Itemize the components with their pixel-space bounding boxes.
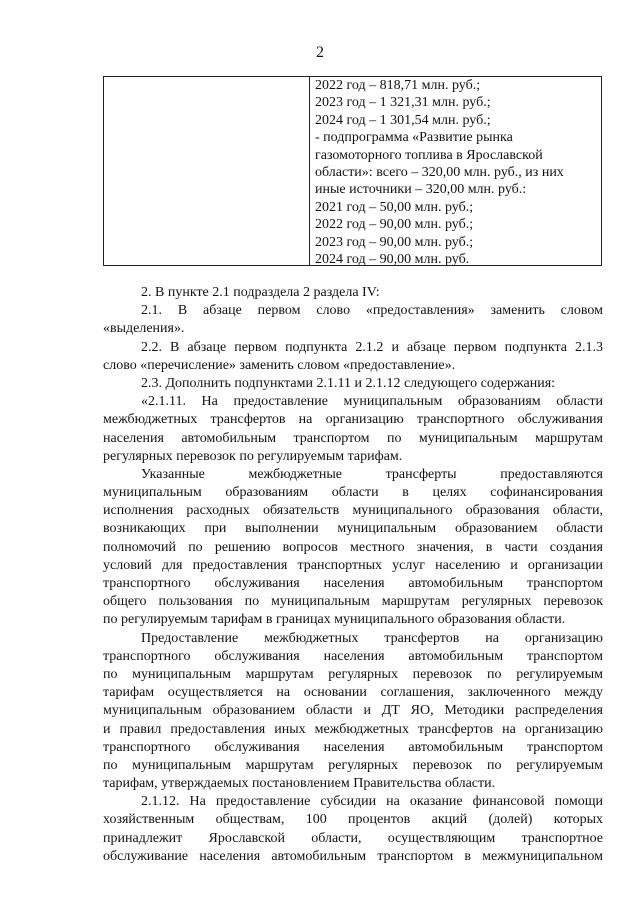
table-left-cell — [104, 77, 310, 265]
financing-table — [103, 76, 602, 266]
text-line: по регулируемым тарифам в границах муниципального образования области. — [103, 612, 566, 628]
text-line: по муниципальным маршрутам регулярных перевозок по регулируемым — [103, 666, 603, 682]
text-line: Предоставление межбюджетных трансфертов на организацию — [141, 630, 603, 646]
table-cell-line: - подпрограмма «Развитие рынка — [315, 130, 513, 146]
page-number: 2 — [316, 44, 324, 61]
text-line: межбюджетных трансфертов на организацию транспортного обслуживания — [103, 412, 603, 428]
table-cell-line: области»: всего – 320,00 млн. руб., из них — [315, 165, 564, 181]
text-line: и правил предоставления иных межбюджетных трансфертов на организацию — [103, 721, 603, 737]
text-line: обслуживание населения автомобильным транспортом в межмуниципальном — [103, 848, 603, 864]
table-cell-line: 2024 год – 1 301,54 млн. руб.; — [315, 112, 491, 128]
text-line: населения автомобильным транспортом по муниципальным маршрутам — [103, 430, 603, 446]
text-line: транспортного обслуживания населения автомобильным транспортом — [103, 648, 603, 664]
text-line: регулярных перевозок по регулируемым тарифам. — [103, 448, 403, 464]
text-line: хозяйственным обществам, 100 процентов акций (долей) которых — [103, 812, 603, 828]
text-line: муниципальным образованиям области в целях софинансирования — [103, 485, 603, 501]
table-cell-line: 2021 год – 50,00 млн. руб.; — [315, 199, 474, 215]
table-cell-line: 2023 год – 1 321,31 млн. руб.; — [315, 95, 491, 111]
text-line: тарифам, утверждаемых постановлением Правительства области. — [103, 776, 496, 792]
text-line: принадлежит Ярославской области, осуществляющим транспортное — [103, 830, 603, 846]
table-cell-line: иные источники – 320,00 млн. руб.: — [315, 182, 527, 198]
text-line: тарифам осуществляется на основании соглашения, заключенного между — [103, 685, 603, 701]
text-line: возникающих при выполнении муниципальным образованием области — [103, 521, 603, 537]
text-line: 2.1.12. На предоставление субсидии на оказание финансовой помощи — [141, 794, 603, 810]
text-line: условий для предоставления транспортных услуг населению и организации — [103, 557, 603, 573]
text-line: общего пользования по муниципальным маршрутам регулярных перевозок — [103, 594, 603, 610]
text-line: полномочий по решению вопросов местного значения, в части создания — [103, 539, 603, 555]
text-line: исполнения расходных обязательств муниципального образования области, — [103, 503, 603, 519]
table-right-cell — [315, 77, 597, 268]
table-cell-line: 2023 год – 90,00 млн. руб.; — [315, 234, 474, 250]
text-line: слово «перечисление» заменить словом «предоставление». — [103, 357, 456, 373]
table-cell-line: газомоторного топлива в Ярославской — [315, 147, 543, 163]
table-cell-line: 2022 год – 90,00 млн. руб.; — [315, 217, 474, 233]
text-line: Указанные межбюджетные трансферты предоставляются — [141, 466, 603, 482]
text-line: 2.3. Дополнить подпунктами 2.1.11 и 2.1.12 следующего содержания: — [141, 375, 556, 391]
text-line: 2.2. В абзаце первом подпункта 2.1.2 и абзаце первом подпункта 2.1.3 — [141, 339, 603, 355]
text-line: по муниципальным маршрутам регулярных перевозок по регулируемым — [103, 757, 603, 773]
text-line: транспортного обслуживания населения автомобильным транспортом — [103, 576, 603, 591]
table-cell-line: 2022 год – 818,71 млн. руб.; — [315, 78, 481, 93]
text-line: 2.1. В абзаце первом слово «предоставления» заменить словом — [141, 303, 603, 319]
text-line: «2.1.11. На предоставление муниципальным образованиям области — [141, 394, 603, 410]
text-line: 2. В пункте 2.1 подраздела 2 раздела IV: — [141, 285, 380, 300]
text-line: муниципальным образованием области и ДТ ЯО, Методики распределения — [103, 703, 603, 719]
document-body — [103, 284, 603, 866]
text-line: транспортного обслуживания населения автомобильным транспортом — [103, 739, 603, 755]
table-cell-line: 2024 год – 90,00 млн. руб. — [315, 252, 470, 268]
text-line: «выделения». — [103, 321, 185, 337]
